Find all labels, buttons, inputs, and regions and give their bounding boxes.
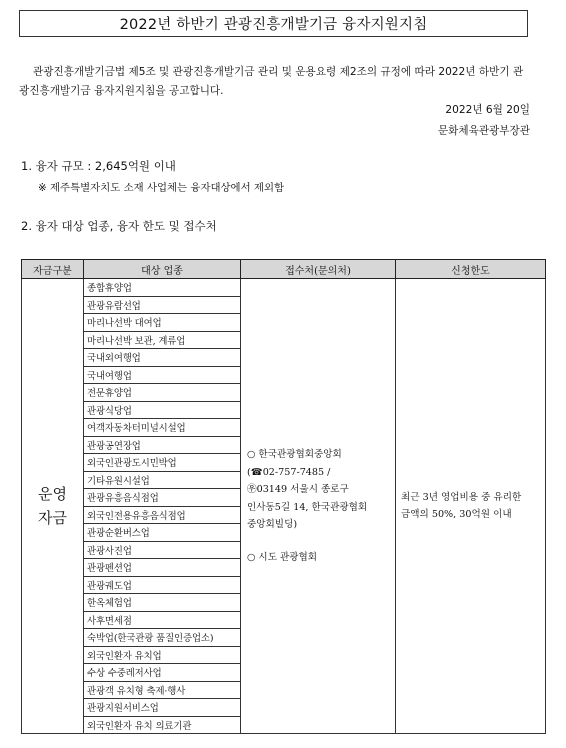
fund-category-cell: [22, 279, 84, 734]
header-contact: 접수처(문의처): [241, 260, 396, 279]
business-type-cell: 관광객 유치형 축제·행사: [84, 681, 241, 699]
contact-line6: ○ 시도 관광협회: [247, 551, 318, 563]
business-type-cell: 한옥체험업: [84, 594, 241, 612]
business-type-cell: 마리나선박 보관, 계류업: [84, 331, 241, 349]
limit-line1: 최근 3년 영업비용 중 유리한: [401, 491, 522, 503]
business-type-cell: 외국인전용유흥음식점업: [84, 506, 241, 524]
table-body: [22, 279, 546, 734]
contact-line5: 중앙회빌딩): [247, 519, 298, 530]
limit-line2: 금액의 50%, 30억원 이내: [401, 509, 512, 520]
business-type-cell: 국내외여행업: [84, 349, 241, 367]
business-type-cell: 전문휴양업: [84, 384, 241, 402]
contact-line2: (☎02-757-7485 /: [247, 466, 331, 478]
business-type-cell: 관광궤도업: [84, 576, 241, 594]
header-limit: 신청한도: [396, 260, 546, 279]
business-type-cell: 사후면세점: [84, 611, 241, 629]
business-type-cell: 관광사진업: [84, 541, 241, 559]
business-type-cell: 종합휴양업: [84, 279, 241, 297]
document-title: [19, 10, 528, 37]
business-type-cell: 관광유람선업: [84, 296, 241, 314]
business-type-cell: 외국인환자 유치업: [84, 646, 241, 664]
table-row: [22, 279, 546, 297]
business-type-cell: 관광유흥음식점업: [84, 489, 241, 507]
business-type-cell: 외국인관광도시민박업: [84, 454, 241, 472]
loan-support-table: [21, 259, 546, 734]
contact-spacer: [247, 534, 391, 549]
title-text: 2022년 하반기 관광진흥개발기금 융자지원지침: [119, 17, 428, 33]
issuer-name: 문화체육관광부장관: [437, 125, 530, 137]
fund-category-line1: 운영: [38, 485, 67, 503]
contact-line3: ㉾03149 서울시 종로구: [247, 484, 349, 495]
business-type-cell: 마리나선박 대여업: [84, 314, 241, 332]
announcement-date: 2022년 6월 20일: [445, 104, 530, 116]
business-type-cell: 숙박업(한국관광 품질인증업소): [84, 629, 241, 647]
business-type-cell: 외국인환자 유치 의료기관: [84, 716, 241, 734]
business-type-cell: 관광펜션업: [84, 559, 241, 577]
business-type-cell: 기타유원시설업: [84, 471, 241, 489]
section1-heading: 1. 융자 규모 : 2,645억원 이내: [21, 159, 176, 173]
fund-category-line2: 자금: [38, 509, 67, 527]
intro-paragraph: 관광진흥개발기금법 제5조 및 관광진흥개발기금 관리 및 운용요령 제2조의 규정에 따라 2022년 하반기 관광진흥개발기금 융자지원지침을 공고합니다.: [19, 66, 524, 97]
table-header-row: [22, 260, 546, 279]
contact-line1: ○ 한국관광협회중앙회: [247, 449, 342, 460]
contact-line4: 인사동5길 14, 한국관광협회: [247, 501, 368, 513]
business-type-cell: 관광지원서비스업: [84, 699, 241, 717]
business-type-cell: 관광공연장업: [84, 436, 241, 454]
business-type-cell: 수상 수중레저사업: [84, 664, 241, 682]
business-type-cell: 여객자동차터미널시설업: [84, 419, 241, 437]
contact-cell: [241, 279, 396, 734]
business-type-cell: 관광순환버스업: [84, 524, 241, 542]
limit-cell: [396, 279, 546, 734]
section1-note: ※ 제주특별자치도 소재 사업체는 융자대상에서 제외함: [38, 182, 285, 194]
header-fund-type: 자금구분: [22, 260, 84, 279]
header-business-type: 대상 업종: [84, 260, 241, 279]
business-type-cell: 국내여행업: [84, 366, 241, 384]
section2-heading: 2. 융자 대상 업종, 융자 한도 및 접수처: [21, 219, 217, 233]
business-type-cell: 관광식당업: [84, 401, 241, 419]
